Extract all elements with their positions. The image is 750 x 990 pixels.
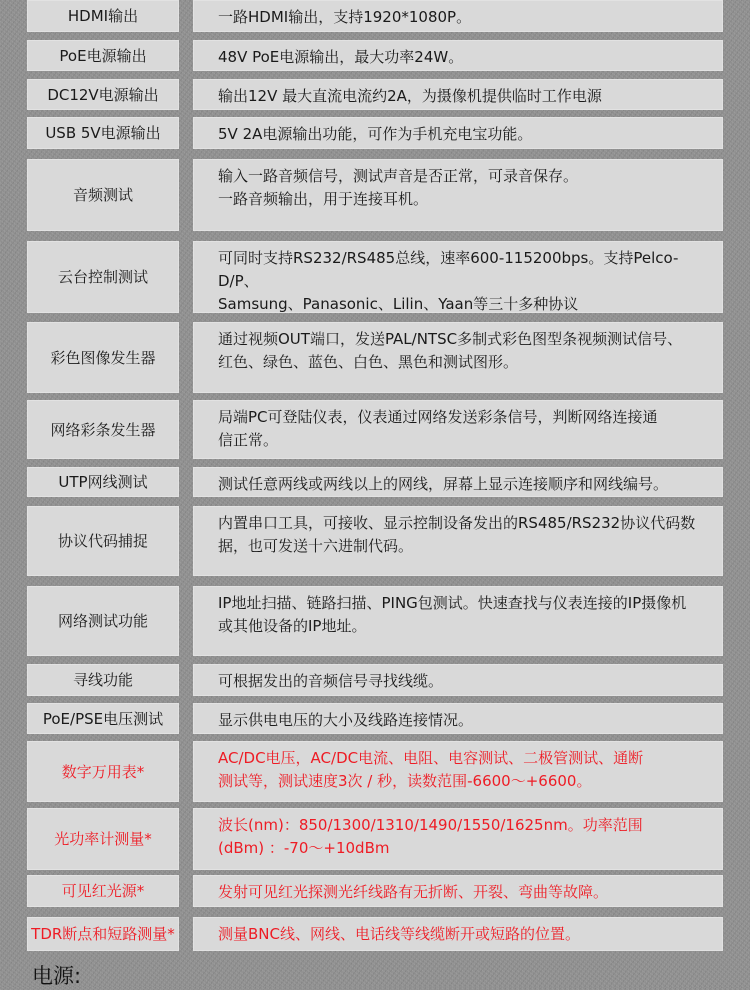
spec-row bbox=[0, 159, 750, 231]
spec-feature-label: 彩色图像发生器 bbox=[27, 322, 179, 393]
spec-feature-label: 网络彩条发生器 bbox=[27, 400, 179, 459]
spec-feature-label: UTP网线测试 bbox=[27, 467, 179, 497]
spec-feature-description: 5V 2A电源输出功能，可作为手机充电宝功能。 bbox=[193, 117, 723, 149]
spec-feature-description: 一路HDMI输出，支持1920*1080P。 bbox=[193, 0, 723, 32]
spec-row bbox=[0, 467, 750, 497]
spec-feature-label: 可见红光源* bbox=[27, 875, 179, 907]
spec-row bbox=[0, 0, 750, 32]
spec-row bbox=[0, 586, 750, 656]
spec-feature-description: AC/DC电压，AC/DC电流、电阻、电容测试、二极管测试、通断 测试等，测试速度3次 / 秒，读数范围-6600～+6600。 bbox=[193, 741, 723, 802]
spec-row bbox=[0, 506, 750, 576]
spec-feature-description: 48V PoE电源输出，最大功率24W。 bbox=[193, 40, 723, 71]
spec-feature-label: 数字万用表* bbox=[27, 741, 179, 802]
spec-row bbox=[0, 241, 750, 313]
spec-feature-description: 测试任意两线或两线以上的网线，屏幕上显示连接顺序和网线编号。 bbox=[193, 467, 723, 497]
spec-feature-description: 测量BNC线、网线、电话线等线缆断开或短路的位置。 bbox=[193, 917, 723, 951]
spec-row bbox=[0, 703, 750, 734]
spec-feature-label: 寻线功能 bbox=[27, 664, 179, 696]
spec-feature-label: 光功率计测量* bbox=[27, 808, 179, 870]
spec-feature-label: PoE/PSE电压测试 bbox=[27, 703, 179, 734]
spec-feature-description: 通过视频OUT端口，发送PAL/NTSC多制式彩色图型条视频测试信号、 红色、绿色、蓝色、白色、黑色和测试图形。 bbox=[193, 322, 723, 393]
spec-row bbox=[0, 664, 750, 696]
spec-feature-description: IP地址扫描、链路扫描、PING包测试。快速查找与仪表连接的IP摄像机 或其他设备的IP地址。 bbox=[193, 586, 723, 656]
spec-feature-description: 输入一路音频信号，测试声音是否正常，可录音保存。 一路音频输出，用于连接耳机。 bbox=[193, 159, 723, 231]
spec-feature-label: 云台控制测试 bbox=[27, 241, 179, 313]
spec-row bbox=[0, 875, 750, 907]
spec-row bbox=[0, 400, 750, 459]
spec-feature-description: 内置串口工具，可接收、显示控制设备发出的RS485/RS232协议代码数 据，也可发送十六进制代码。 bbox=[193, 506, 723, 576]
spec-row bbox=[0, 117, 750, 149]
power-section-heading: 电源: bbox=[32, 964, 82, 988]
spec-feature-description: 输出12V 最大直流电流约2A，为摄像机提供临时工作电源 bbox=[193, 79, 723, 110]
spec-row bbox=[0, 40, 750, 71]
spec-feature-description: 可同时支持RS232/RS485总线，速率600-115200bps。支持Pelco-D/P、 Samsung、Panasonic、Lilin、Yaan等三十多种协议 bbox=[193, 241, 723, 313]
spec-feature-label: USB 5V电源输出 bbox=[27, 117, 179, 149]
spec-feature-description: 发射可见红光探测光纤线路有无折断、开裂、弯曲等故障。 bbox=[193, 875, 723, 907]
spec-feature-label: DC12V电源输出 bbox=[27, 79, 179, 110]
spec-row bbox=[0, 808, 750, 870]
spec-feature-label: TDR断点和短路测量* bbox=[27, 917, 179, 951]
spec-row bbox=[0, 741, 750, 802]
spec-feature-description: 显示供电电压的大小及线路连接情况。 bbox=[193, 703, 723, 734]
spec-feature-label: 网络测试功能 bbox=[27, 586, 179, 656]
spec-feature-label: 音频测试 bbox=[27, 159, 179, 231]
spec-feature-label: 协议代码捕捉 bbox=[27, 506, 179, 576]
spec-feature-description: 波长(nm)：850/1300/1310/1490/1550/1625nm。功率范围 (dBm) ：-70～+10dBm bbox=[193, 808, 723, 870]
spec-feature-description: 可根据发出的音频信号寻找线缆。 bbox=[193, 664, 723, 696]
spec-feature-description: 局端PC可登陆仪表，仪表通过网络发送彩条信号，判断网络连接通 信正常。 bbox=[193, 400, 723, 459]
spec-feature-label: PoE电源输出 bbox=[27, 40, 179, 71]
spec-row bbox=[0, 322, 750, 393]
spec-feature-label: HDMI输出 bbox=[27, 0, 179, 32]
spec-row bbox=[0, 79, 750, 110]
spec-row bbox=[0, 917, 750, 951]
